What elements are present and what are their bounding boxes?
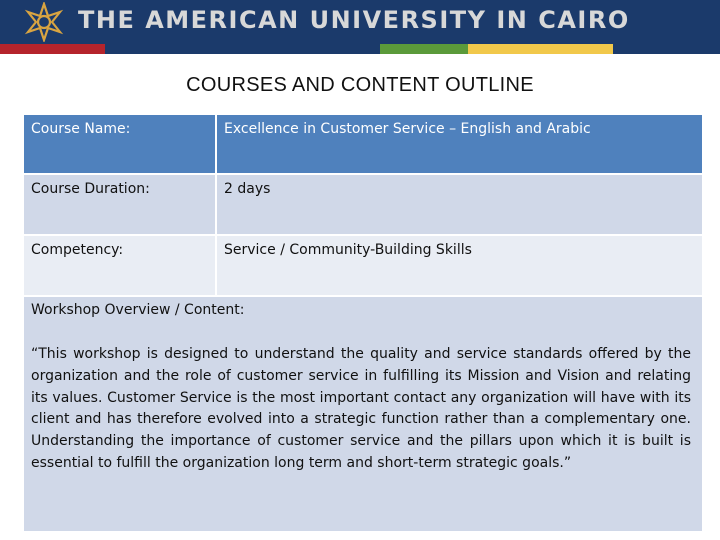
table-row-course-name — [24, 115, 702, 175]
color-stripe-bar — [0, 44, 720, 54]
course-outline-table — [24, 115, 702, 531]
course-name-label: Course Name: — [24, 115, 217, 173]
competency-label: Competency: — [24, 236, 217, 295]
competency-value: Service / Community-Building Skills — [224, 242, 472, 258]
workshop-overview — [24, 297, 702, 531]
stripe-yellow — [468, 44, 613, 54]
table-row-competency — [24, 236, 702, 297]
table-row-course-duration — [24, 175, 702, 236]
page-title: COURSES AND CONTENT OUTLINE — [186, 74, 534, 96]
auc-star-seal-icon — [22, 2, 66, 42]
overview-text: “This workshop is designed to understand the quality and service standards offered by the organization and the role of customer service in fulfilling its Mission and Vision and relating its values. Customer Service is the most important contact any organization will have with its client and has therefore evolved into a strategic function rather than a complementary one. Understanding the importance of customer service and the pillars upon which it is built is essential to fulfill the organization long term and short-term strategic goals.” — [31, 346, 691, 471]
stripe-navy — [105, 44, 380, 54]
stripe-red — [0, 44, 105, 54]
course-name-value: Excellence in Customer Service – English and Arabic — [224, 121, 591, 137]
overview-label: Workshop Overview / Content: — [31, 302, 245, 318]
course-duration-value: 2 days — [224, 181, 271, 197]
stripe-navy-end — [613, 44, 720, 54]
university-header — [0, 0, 720, 44]
course-duration-label: Course Duration: — [24, 175, 217, 234]
university-name: THE AMERICAN UNIVERSITY IN CAIRO — [78, 6, 630, 34]
stripe-green — [380, 44, 468, 54]
